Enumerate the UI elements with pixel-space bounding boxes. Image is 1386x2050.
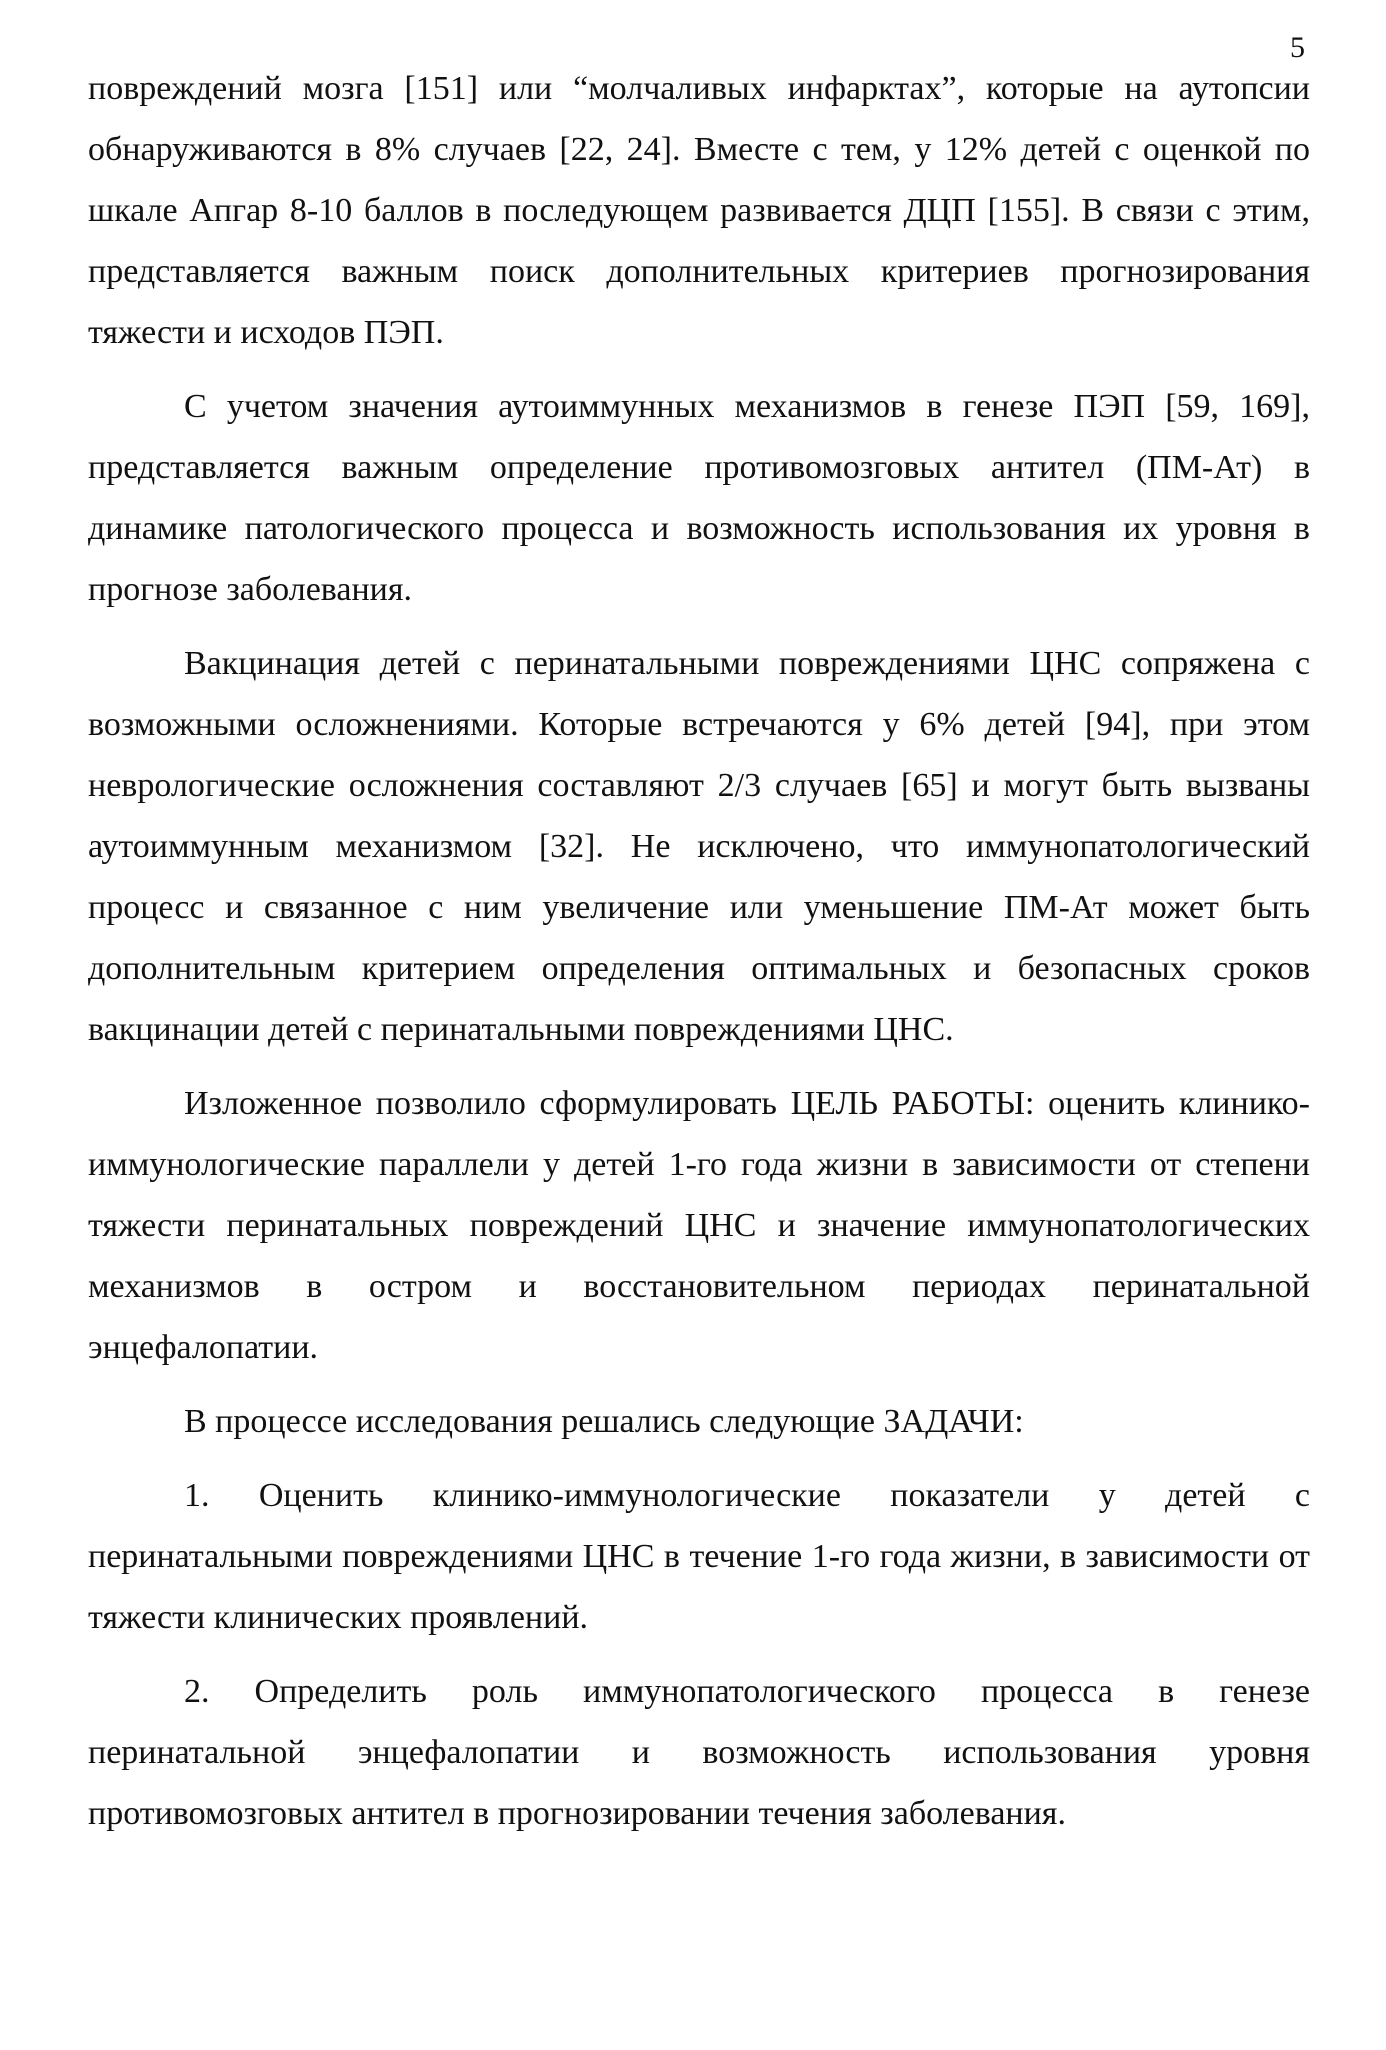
paragraph-tasks-heading: В процессе исследования решались следующие ЗАДАЧИ: [184,1403,1024,1440]
paragraph-autoimmune-mechanisms: С учетом значения аутоиммунных механизмов в генезе ПЭП [59, 169], представляется важным определение противомозговых антител (ПМ-Ат) в динамике патологического процесса и возможность использования их уровня в прогнозе заболевания. [88,388,1310,608]
paragraph-research-goal: Изложенное позволило сформулировать ЦЕЛЬ РАБОТЫ: оценить клинико-иммунологические параллели у детей 1-го года жизни в зависимости от степени тяжести перинатальных повреждений ЦНС и значение иммунопатологических механизмов в остром и восстановительном периодах перинатальной энцефалопатии. [88,1085,1310,1366]
paragraph-vaccination: Вакцинация детей с перинатальными повреждениями ЦНС сопряжена с возможными осложнениями. Которые встречаются у 6% детей [94], при этом неврологические осложнения составляют 2/3 случаев [65] и могут быть вызваны аутоиммунным механизмом [32]. Не исключено, что иммунопатологический процесс и связанное с ним увеличение или уменьшение ПМ-Ат может быть дополнительным критерием определения оптимальных и безопасных сроков вакцинации детей с перинатальными повреждениями ЦНС. [88,645,1310,1048]
document-body [88,58,1310,1857]
paragraph-continuation: повреждений мозга [151] или “молчаливых инфарктах”, которые на аутопсии обнаруживаются в 8% случаев [22, 24]. Вместе с тем, у 12% детей с оценкой по шкале Апгар 8-10 баллов в последующем развивается ДЦП [155]. В связи с этим, представляется важным поиск дополнительных критериев прогнозирования тяжести и исходов ПЭП. [88,70,1310,351]
paragraph-task-2: 2. Определить роль иммунопатологического процесса в генезе перинатальной энцефалопатии и возможность использования уровня противомозговых антител в прогнозировании течения заболевания. [88,1673,1310,1832]
paragraph-task-1: 1. Оценить клинико-иммунологические показатели у детей с перинатальными повреждениями ЦНС в течение 1-го года жизни, в зависимости от тяжести клинических проявлений. [88,1477,1310,1636]
page-number: 5 [1290,31,1305,64]
